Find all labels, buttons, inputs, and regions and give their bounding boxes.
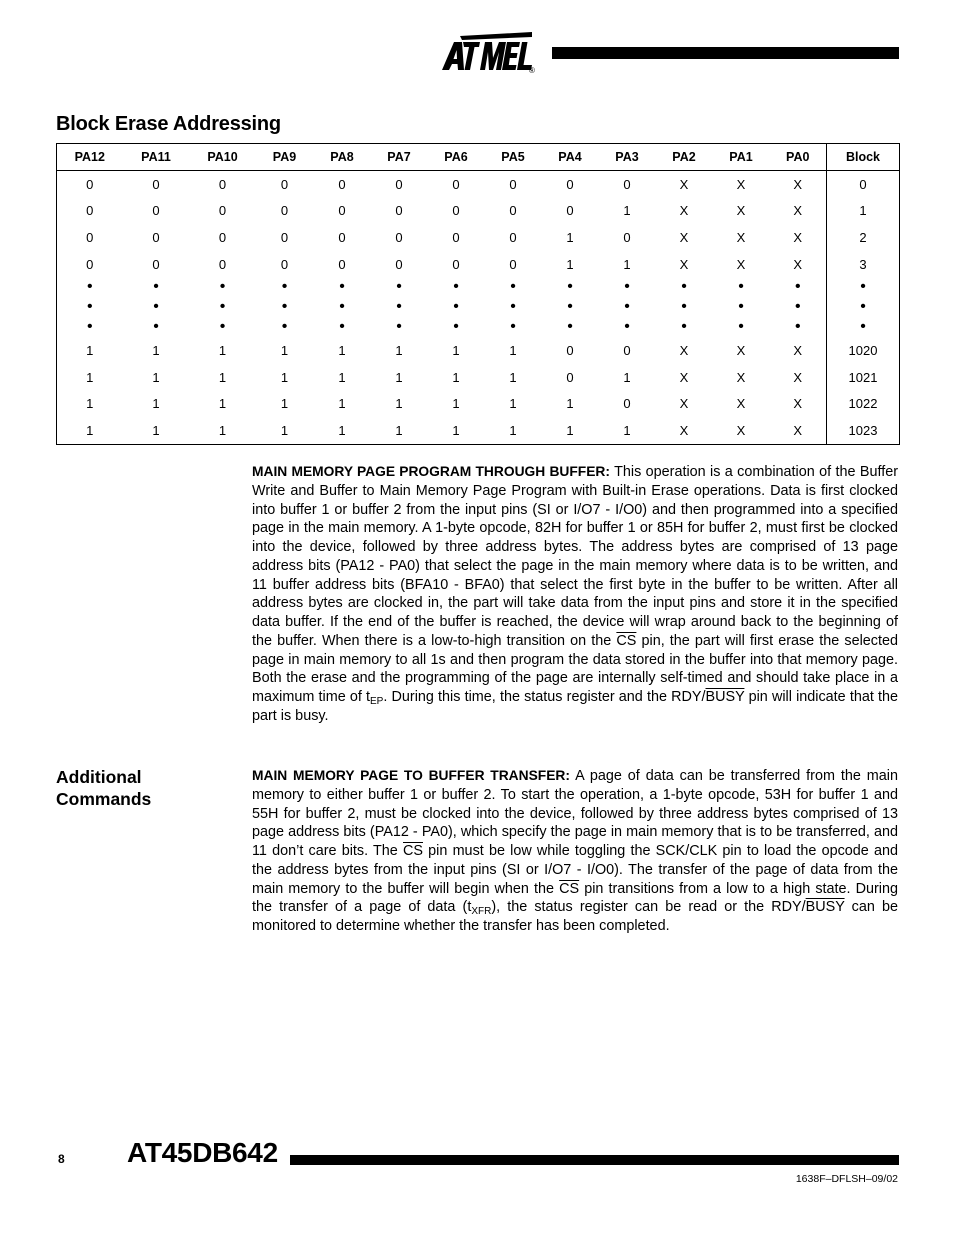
- table-cell: X: [736, 256, 746, 272]
- column-header: Block: [827, 144, 900, 171]
- table-cell: 1022: [827, 391, 900, 418]
- heading-line: Commands: [56, 789, 152, 809]
- table-row: [57, 391, 900, 418]
- table-cell: 1: [152, 396, 160, 412]
- table-row: [57, 317, 900, 337]
- table-cell: X: [736, 203, 746, 219]
- table-cell: •: [57, 297, 123, 317]
- table-cell: 0: [338, 229, 346, 245]
- table-cell: 1: [314, 417, 371, 444]
- table-row: [57, 337, 900, 364]
- table-cell: 1: [338, 343, 346, 359]
- table-cell: •: [738, 298, 744, 316]
- table-cell: 0: [57, 198, 123, 225]
- table-cell: X: [736, 176, 746, 192]
- table-cell: X: [679, 343, 689, 359]
- paragraph-text: A page of data can be transferred from the main memory to either buffer 1 or buffer 2. To start the operation, a 1-byte opcode, 53H for buffer 1 and 55H for buffer 2, must be clocked into the device, followed by three address bytes comprised of 13 page address bits (PA12 - PA0), which specify the page in main memory that is to be transferred, and 11 don’t care bits. The: [252, 768, 898, 859]
- column-header: PA1: [713, 144, 770, 171]
- table-cell: 0: [57, 251, 123, 278]
- table-cell: 1: [485, 417, 542, 444]
- table-cell: 0: [509, 203, 517, 219]
- page-to-buffer-paragraph: [252, 767, 898, 936]
- column-header: PA4: [542, 144, 599, 171]
- table-cell: 0: [395, 256, 403, 272]
- paragraph-text: pin transitions from a low to a high state. During the transfer of a page of data (t: [252, 880, 898, 916]
- table-row: [57, 224, 900, 251]
- table-cell: X: [656, 417, 713, 444]
- table-cell: •: [453, 278, 459, 296]
- column-header: PA11: [123, 144, 190, 171]
- table-cell: 0: [395, 176, 403, 192]
- table-cell: X: [736, 396, 746, 412]
- column-header: PA0: [770, 144, 827, 171]
- table-cell: X: [770, 417, 827, 444]
- table-cell: X: [793, 229, 803, 245]
- table-cell: 2: [827, 224, 900, 251]
- heading-line: Additional: [56, 767, 142, 787]
- table-cell: •: [681, 318, 687, 336]
- table-cell: X: [679, 176, 689, 192]
- table-cell: •: [219, 318, 226, 336]
- table-cell: 1: [152, 343, 160, 359]
- table-cell: 1: [509, 396, 517, 412]
- table-cell: •: [339, 298, 345, 316]
- table-cell: 0: [338, 203, 346, 219]
- table-cell: 1: [452, 369, 460, 385]
- program-through-buffer-paragraph: [252, 463, 898, 726]
- table-cell: 0: [566, 369, 574, 385]
- column-header: PA12: [57, 144, 123, 171]
- section-title: Block Erase Addressing: [56, 113, 281, 135]
- table-cell: •: [453, 298, 459, 316]
- paragraph-text: can be monitored to determine whether the transfer has been completed.: [252, 899, 898, 934]
- column-header: PA2: [656, 144, 713, 171]
- table-cell: 0: [509, 176, 517, 192]
- table-cell: •: [153, 278, 159, 296]
- table-cell: •: [827, 317, 900, 337]
- table-cell: •: [453, 318, 459, 336]
- table-cell: 0: [280, 256, 289, 272]
- table-cell: X: [679, 203, 689, 219]
- additional-commands-heading: [56, 766, 151, 810]
- busy-signal: BUSY: [705, 689, 745, 705]
- table-cell: 0: [152, 176, 160, 192]
- table-cell: 0: [623, 229, 631, 245]
- table-cell: 1: [57, 391, 123, 418]
- table-cell: •: [281, 318, 288, 336]
- table-cell: 0: [395, 203, 403, 219]
- footer-rule: [290, 1155, 899, 1165]
- table-cell: •: [681, 278, 687, 296]
- table-cell: •: [339, 318, 345, 336]
- table-cell: 1: [509, 343, 517, 359]
- paragraph-lead: MAIN MEMORY PAGE PROGRAM THROUGH BUFFER:: [252, 464, 610, 479]
- table-cell: X: [793, 369, 803, 385]
- table-cell: 1: [57, 417, 123, 444]
- table-cell: 0: [57, 171, 123, 198]
- table-cell: 1021: [827, 364, 900, 391]
- table-cell: 0: [218, 176, 227, 192]
- table-cell: •: [57, 317, 123, 337]
- atmel-logo-graphic: [440, 30, 540, 78]
- cs-signal: $\overline{CS}$: [403, 843, 423, 859]
- table-cell: 0: [152, 229, 160, 245]
- table-cell: •: [794, 318, 801, 336]
- table-cell: X: [679, 396, 689, 412]
- table-cell: •: [510, 318, 516, 336]
- table-cell: 1: [218, 369, 227, 385]
- table-cell: 0: [566, 176, 574, 192]
- table-cell: 1: [395, 343, 403, 359]
- table-cell: 0: [623, 343, 631, 359]
- table-cell: 0: [452, 229, 460, 245]
- table-cell: X: [736, 343, 746, 359]
- table-cell: 1: [152, 369, 160, 385]
- table-cell: X: [793, 343, 803, 359]
- table-cell: X: [679, 229, 689, 245]
- table-cell: 1: [623, 203, 631, 219]
- table-cell: 1: [452, 396, 460, 412]
- paragraph-text: ), the status register can be read or the RDY/: [491, 899, 806, 916]
- table-cell: X: [793, 176, 803, 192]
- busy-signal: BUSY: [805, 899, 845, 916]
- table-cell: X: [793, 396, 803, 412]
- table-cell: •: [738, 318, 744, 336]
- table-cell: •: [339, 278, 345, 296]
- table-cell: •: [681, 298, 687, 316]
- table-cell: •: [624, 298, 630, 316]
- table-cell: 1023: [827, 417, 900, 444]
- table-cell: 0: [395, 229, 403, 245]
- column-header: PA10: [190, 144, 256, 171]
- table-cell: 1: [57, 337, 123, 364]
- table-row: [57, 251, 900, 278]
- table-cell: •: [624, 278, 630, 296]
- subscript: EP: [370, 696, 384, 707]
- cs-signal: $\overline{CS}$: [559, 880, 580, 897]
- table-row: [57, 277, 900, 297]
- table-cell: X: [793, 256, 803, 272]
- cs-signal: $\overline{CS}$: [616, 632, 637, 649]
- paragraph-text: pin will indicate that the part is busy.: [252, 689, 899, 724]
- table-cell: 1: [566, 229, 574, 245]
- table-cell: •: [567, 298, 573, 316]
- table-cell: •: [827, 277, 900, 297]
- table-cell: •: [738, 278, 744, 296]
- table-cell: 1: [623, 369, 631, 385]
- table-cell: 0: [623, 176, 631, 192]
- table-cell: 1: [280, 343, 289, 359]
- table-cell: 1: [395, 369, 403, 385]
- table-cell: •: [794, 278, 801, 296]
- table-cell: X: [679, 369, 689, 385]
- table-row: [57, 417, 900, 444]
- table-cell: •: [827, 297, 900, 317]
- table-cell: 0: [452, 176, 460, 192]
- document-code: 1638F–DFLSH–09/02: [795, 1173, 898, 1185]
- table-cell: 1: [395, 396, 403, 412]
- table-cell: 1: [338, 396, 346, 412]
- table-cell: 0: [152, 203, 160, 219]
- table-cell: 1: [57, 364, 123, 391]
- table-cell: 1: [371, 417, 428, 444]
- table-body: [57, 171, 900, 445]
- subscript: XFR: [471, 906, 492, 918]
- table-cell: X: [736, 229, 746, 245]
- table-cell: 0: [566, 203, 574, 219]
- table-cell: 0: [338, 256, 346, 272]
- paragraph-text: . During this time, the status register and the RDY/: [383, 689, 706, 705]
- table-cell: •: [510, 298, 516, 316]
- header-rule: [552, 47, 899, 59]
- table-cell: 1: [280, 369, 289, 385]
- table-cell: X: [679, 256, 689, 272]
- table-cell: •: [567, 278, 573, 296]
- table-cell: 0: [218, 256, 227, 272]
- table-cell: 1: [452, 343, 460, 359]
- table-cell: •: [396, 298, 402, 316]
- table-header-row: [57, 144, 900, 171]
- table-cell: •: [219, 298, 226, 316]
- paragraph-text: pin, the part will first erase the selected page in main memory to all 1s and then program the data stored in the buffer into that memory page. Both the erase and the programming of the page are internally self-timed and should take place in a maximum time of t: [252, 632, 899, 705]
- table-cell: 0: [566, 343, 574, 359]
- table-cell: 1: [190, 417, 256, 444]
- table-cell: 0: [218, 229, 227, 245]
- table-cell: 0: [827, 171, 900, 198]
- column-header: PA3: [599, 144, 656, 171]
- column-header: PA6: [428, 144, 485, 171]
- table-cell: 3: [827, 251, 900, 278]
- table-cell: X: [736, 369, 746, 385]
- table-cell: 0: [338, 176, 346, 192]
- column-header: PA8: [314, 144, 371, 171]
- table-cell: •: [624, 318, 630, 336]
- table-cell: •: [153, 298, 159, 316]
- block-erase-table-wrap: [56, 143, 899, 445]
- page-number: 8: [58, 1152, 65, 1166]
- registered-mark: ®: [529, 66, 535, 75]
- table-row: [57, 364, 900, 391]
- table-row: [57, 198, 900, 225]
- table-cell: 0: [280, 203, 289, 219]
- table-cell: X: [793, 203, 803, 219]
- table-cell: •: [567, 318, 573, 336]
- table-cell: •: [396, 278, 402, 296]
- paragraph-text: This operation is a combination of the Buffer Write and Buffer to Main Memory Page Program with Built-in Erase operations. Data is first clocked into buffer 1 or buffer 2 from the input pins (SI or I/O7 - I/O0) and then programmed into a specified page in the main memory. A 1-byte opcode, 82H for buffer 1 or 85H for buffer 2, must first be clocked into the device, followed by three address bytes. The address bytes are comprised of 13 page address bits (PA12 - PA0) that select the page in the main memory where data is to be written, and 11 buffer address bits (BFA10 - BFA0) that select the first byte in the buffer to be written. After all address bytes are clocked in, the part will take data from the input pins and store it in the specified data buffer. If the end of the buffer is reached, the device will wrap around back to the beginning of the buffer. When there is a low-to-high transition on the: [252, 464, 898, 649]
- table-cell: 1: [623, 256, 631, 272]
- table-cell: 1: [218, 396, 227, 412]
- block-erase-table: [56, 143, 900, 445]
- table-cell: 1: [428, 417, 485, 444]
- table-cell: 1: [566, 396, 574, 412]
- paragraph-text: pin must be low while toggling the SCK/CLK pin to load the opcode and the address bytes from the input pins (SI or I/O7 - I/O0). The transfer of the page of data from the main memory to the buffer will begin when the: [252, 843, 898, 897]
- table-cell: 0: [452, 203, 460, 219]
- column-header: PA7: [371, 144, 428, 171]
- table-cell: 0: [509, 229, 517, 245]
- atmel-logo: [440, 30, 540, 78]
- table-cell: 1: [218, 343, 227, 359]
- table-cell: 1: [599, 417, 656, 444]
- table-cell: •: [396, 318, 402, 336]
- table-cell: •: [281, 278, 288, 296]
- table-cell: 1: [256, 417, 314, 444]
- table-cell: 0: [57, 224, 123, 251]
- table-cell: X: [713, 417, 770, 444]
- table-cell: 1: [280, 396, 289, 412]
- table-cell: 1: [338, 369, 346, 385]
- part-number: AT45DB642: [127, 1137, 278, 1168]
- column-header: PA9: [256, 144, 314, 171]
- table-cell: 0: [280, 229, 289, 245]
- table-row: [57, 171, 900, 198]
- table-cell: 1020: [827, 337, 900, 364]
- table-cell: 0: [152, 256, 160, 272]
- table-cell: •: [510, 278, 516, 296]
- table-cell: 1: [542, 417, 599, 444]
- table-cell: 1: [827, 198, 900, 225]
- table-row: [57, 297, 900, 317]
- table-cell: •: [57, 277, 123, 297]
- table-cell: •: [794, 298, 801, 316]
- table-cell: 0: [623, 396, 631, 412]
- table-cell: 1: [566, 256, 574, 272]
- table-cell: 1: [123, 417, 190, 444]
- table-cell: 0: [452, 256, 460, 272]
- table-cell: 0: [280, 176, 289, 192]
- table-cell: 0: [509, 256, 517, 272]
- paragraph-lead: MAIN MEMORY PAGE TO BUFFER TRANSFER:: [252, 768, 570, 783]
- table-cell: 1: [509, 369, 517, 385]
- table-cell: •: [153, 318, 159, 336]
- table-cell: •: [281, 298, 288, 316]
- table-cell: •: [219, 278, 226, 296]
- table-cell: 0: [218, 203, 227, 219]
- column-header: PA5: [485, 144, 542, 171]
